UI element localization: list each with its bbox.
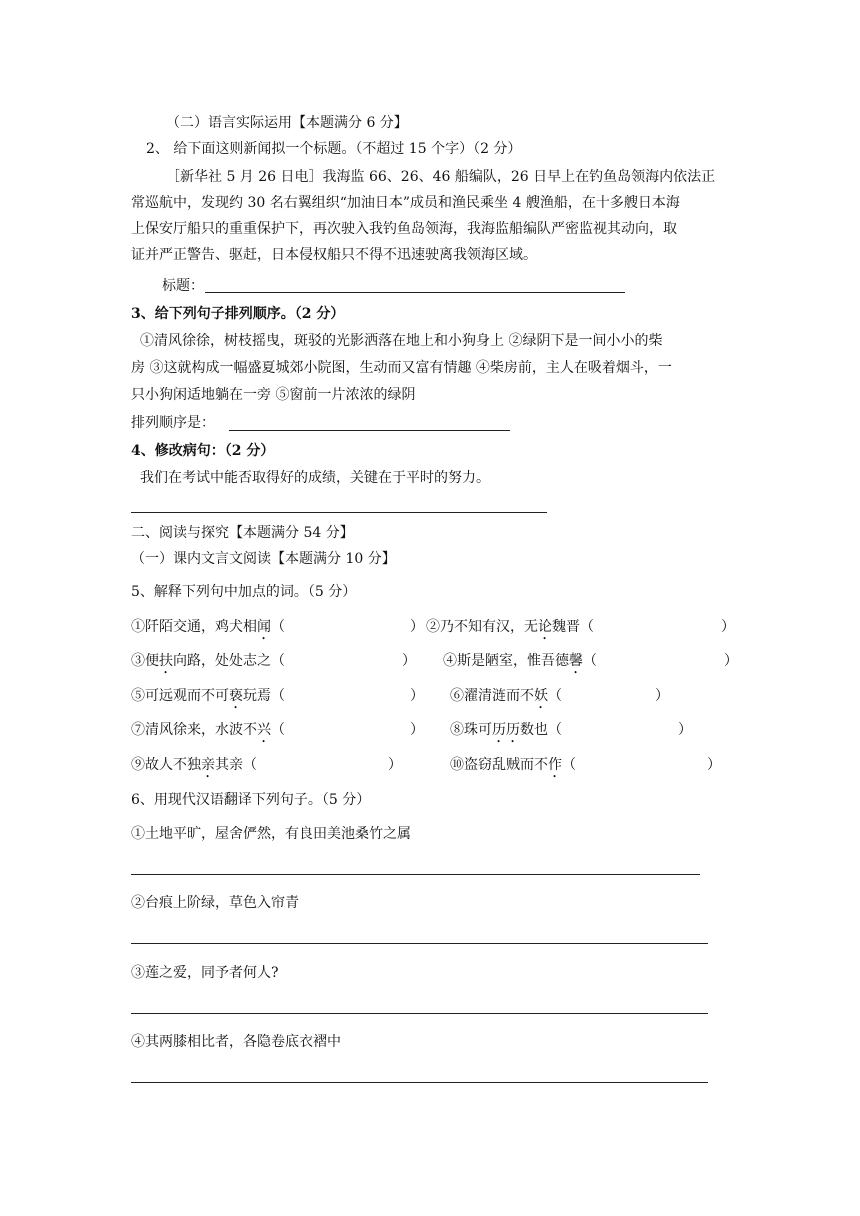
order-answer-line[interactable] [229, 430, 510, 431]
q6-sentence-4: ④其两膝相比者，各隐卷底衣褶中 [131, 1034, 341, 1050]
q6-answer-line-1[interactable] [131, 874, 700, 875]
q6-answer-line-4[interactable] [131, 1082, 708, 1083]
q5-item-8-close: ） [678, 722, 692, 738]
q5-item-3-close: ） [402, 653, 416, 669]
section-title-language-use: （二）语言实际运用【本题满分 6 分】 [166, 115, 408, 131]
q6-sentence-1: ①土地平旷，屋舍俨然，有良田美池桑竹之属 [131, 826, 411, 842]
q3-prompt: 3、给下列句子排列顺序。（2 分） [131, 306, 345, 322]
q5-item-10: ⑩盗窃乱贼而不作（ [450, 757, 576, 773]
section-subtitle-classical: （一）课内文言文阅读【本题满分 10 分】 [131, 551, 396, 567]
q5-prompt: 5、解释下列句中加点的词。（5 分） [131, 584, 357, 600]
section-title-reading: 二、阅读与探究【本题满分 54 分】 [131, 525, 354, 541]
q5-item-7: ⑦清风徐来，水波不兴（ [131, 722, 285, 738]
q5-item-4-close: ） [724, 653, 738, 669]
q5-item-2-close: ） [721, 619, 735, 635]
q5-item-1-close: ） [410, 619, 424, 635]
news-line-3: 上保安厅船只的重重保护下，再次驶入我钓鱼岛领海，我海监船编队严密监视其动向，取 [131, 221, 677, 237]
q6-sentence-2: ②台痕上阶绿，草色入帘青 [131, 895, 299, 911]
q3-line-1: ①清风徐徐，树枝摇曳，斑驳的光影洒落在地上和小狗身上 ②绿阴下是一间小小的柴 [140, 333, 663, 349]
news-line-4: 证并严正警告、驱赶，日本侵权船只不得不迅速驶离我领海区域。 [131, 247, 537, 263]
q5-item-1: ①阡陌交通，鸡犬相闻（ [131, 619, 285, 635]
q5-item-4: ④斯是陋室，惟吾德馨（ [443, 653, 597, 669]
q5-item-9: ⑨故人不独亲其亲（ [131, 757, 257, 773]
q6-answer-line-3[interactable] [131, 1013, 708, 1014]
q5-item-6-close: ） [655, 688, 669, 704]
q5-item-8: ⑧珠可历历数也（ [450, 722, 562, 738]
title-answer-label: 标题： [162, 278, 204, 294]
title-answer-line[interactable] [205, 292, 625, 293]
q3-line-3: 只小狗闲适地躺在一旁 ⑤窗前一片浓浓的绿阴 [131, 387, 416, 403]
order-answer-label: 排列顺序是： [131, 415, 215, 431]
q6-answer-line-2[interactable] [131, 943, 708, 944]
q5-item-3: ③便扶向路，处处志之（ [131, 653, 285, 669]
q5-item-10-close: ） [707, 757, 721, 773]
q5-item-2: ②乃不知有汉，无论魏晋（ [426, 619, 594, 635]
news-line-2: 常巡航中，发现约 30 名右翼组织“加油日本”成员和渔民乘坐 4 艘渔船，在十多艘日本海 [131, 195, 680, 211]
q5-item-5: ⑤可远观而不可亵玩焉（ [131, 688, 285, 704]
q3-line-2: 房 ③这就构成一幅盛夏城郊小院图，生动而又富有情趣 ④柴房前，主人在吸着烟斗，一 [131, 360, 672, 376]
q6-sentence-3: ③莲之爱，同予者何人? [131, 965, 279, 981]
q4-sentence: 我们在考试中能否取得好的成绩，关键在于平时的努力。 [140, 470, 490, 486]
q5-item-7-close: ） [410, 722, 424, 738]
q2-prompt: 2、 给下面这则新闻拟一个标题。（不超过 15 个字）（2 分） [146, 141, 522, 157]
q4-answer-line[interactable] [131, 512, 547, 513]
q5-item-6: ⑥濯清涟而不妖（ [450, 688, 562, 704]
q5-item-5-close: ） [410, 688, 424, 704]
news-line-1: ［新华社 5 月 26 日电］我海监 66、26、46 船编队，26 日早上在钓鱼岛领海内依法正 [166, 169, 716, 185]
q4-prompt: 4、修改病句：（2 分） [131, 443, 275, 459]
q6-prompt: 6、用现代汉语翻译下列句子。（5 分） [131, 792, 371, 808]
q5-item-9-close: ） [388, 757, 402, 773]
